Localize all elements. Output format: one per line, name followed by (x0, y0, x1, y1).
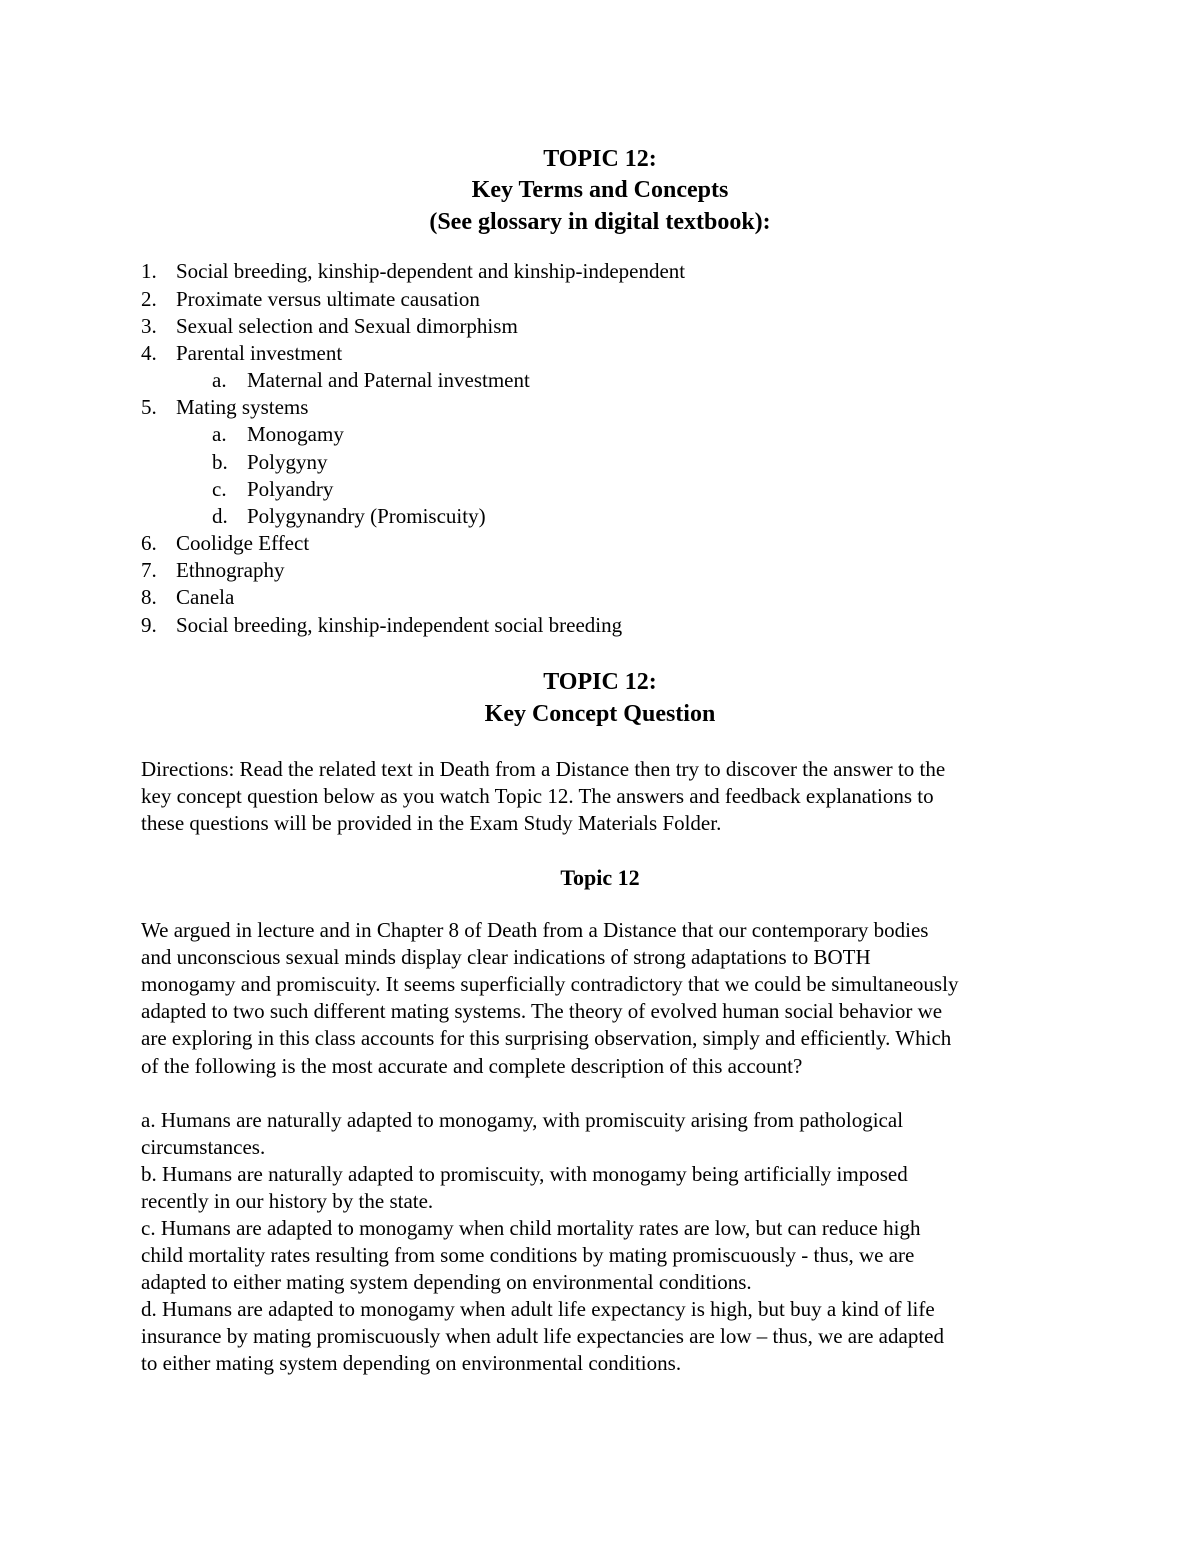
directions-line: these questions will be provided in the Exam Study Materials Folder. (141, 811, 722, 835)
answer-line: d. Humans are adapted to monogamy when adult life expectancy is high, but buy a kind of life (141, 1297, 935, 1321)
section1-note: (See glossary in digital textbook): (429, 209, 771, 235)
answer-line: c. Humans are adapted to monogamy when child mortality rates are low, but can reduce high (141, 1216, 921, 1240)
list-item-number: 4. (141, 341, 157, 365)
answer-line: child mortality rates resulting from some conditions by mating promiscuously - thus, we are (141, 1243, 915, 1267)
list-item-number: 8. (141, 585, 157, 609)
sub-item: Monogamy (247, 422, 344, 446)
directions-line: key concept question below as you watch Topic 12. The answers and feedback explanations to (141, 784, 934, 808)
question-line: are exploring in this class accounts for this surprising observation, simply and efficiently. Which (141, 1026, 952, 1050)
sub-item-letter: a. (212, 368, 227, 392)
question-line: adapted to two such different mating systems. The theory of evolved human social behavior we (141, 999, 943, 1023)
list-item: Coolidge Effect (176, 531, 310, 555)
sub-item: Polygyny (247, 450, 328, 474)
question-line: We argued in lecture and in Chapter 8 of Death from a Distance that our contemporary bodies (141, 918, 929, 942)
list-item: Ethnography (176, 558, 285, 582)
answer-line: b. Humans are naturally adapted to promiscuity, with monogamy being artificially imposed (141, 1162, 908, 1186)
answer-line: recently in our history by the state. (141, 1189, 434, 1213)
sub-item-letter: c. (212, 477, 227, 501)
answer-line: to either mating system depending on environmental conditions. (141, 1351, 682, 1375)
answer-line: adapted to either mating system depending on environmental conditions. (141, 1270, 752, 1294)
list-item: Social breeding, kinship-independent social breeding (176, 613, 623, 637)
list-item-number: 1. (141, 259, 157, 283)
answer-line: circumstances. (141, 1135, 266, 1159)
list-item-number: 9. (141, 613, 157, 637)
list-item: Sexual selection and Sexual dimorphism (176, 314, 518, 338)
list-item: Parental investment (176, 341, 343, 365)
directions-line: Directions: Read the related text in Death from a Distance then try to discover the answer to the (141, 757, 946, 781)
sub-item-letter: d. (212, 504, 228, 528)
sub-item-letter: b. (212, 450, 228, 474)
list-item: Mating systems (176, 395, 309, 419)
section2-subtitle: Key Concept Question (484, 701, 716, 727)
section1-title: TOPIC 12: (543, 146, 657, 172)
sub-item-letter: a. (212, 422, 227, 446)
list-item-number: 3. (141, 314, 157, 338)
question-line: and unconscious sexual minds display clear indications of strong adaptations to BOTH (141, 945, 871, 969)
section1-subtitle: Key Terms and Concepts (471, 177, 729, 203)
section2-title: TOPIC 12: (543, 669, 657, 695)
sub-item: Maternal and Paternal investment (247, 368, 530, 392)
sub-item: Polyandry (247, 477, 334, 501)
question-line: monogamy and promiscuity. It seems superficially contradictory that we could be simultaneously (141, 972, 959, 996)
answer-line: insurance by mating promiscuously when adult life expectancies are low – thus, we are adapted (141, 1324, 944, 1348)
topic-label: Topic 12 (560, 865, 640, 890)
sub-item: Polygynandry (Promiscuity) (247, 504, 486, 528)
list-item: Canela (176, 585, 235, 609)
list-item-number: 2. (141, 287, 157, 311)
list-item-number: 7. (141, 558, 157, 582)
list-item-number: 5. (141, 395, 157, 419)
list-item: Proximate versus ultimate causation (176, 287, 480, 311)
question-line: of the following is the most accurate and complete description of this account? (141, 1054, 803, 1078)
list-item-number: 6. (141, 531, 157, 555)
list-item: Social breeding, kinship-dependent and kinship-independent (176, 259, 686, 283)
answer-line: a. Humans are naturally adapted to monogamy, with promiscuity arising from pathological (141, 1108, 904, 1132)
